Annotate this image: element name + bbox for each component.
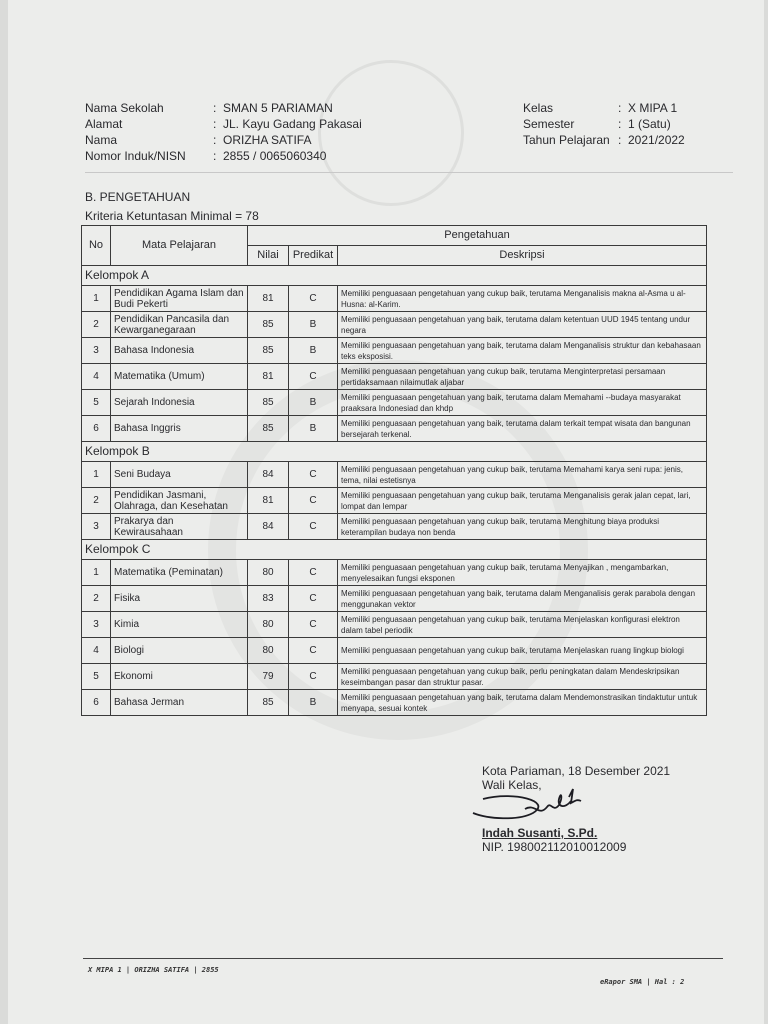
subject-name: Pendidikan Pancasila dan Kewarganegaraan [111,312,248,338]
footer-page: eRapor SMA | Hal : 2 [600,978,685,986]
score-cell: 85 [248,338,289,364]
subject-name: Fisika [111,586,248,612]
signer-role: Wali Kelas, [482,778,542,792]
grade-cell: C [289,612,338,638]
place-date: Kota Pariaman, 18 Desember 2021 [482,764,671,778]
row-number: 1 [82,286,111,312]
score-cell: 85 [248,390,289,416]
header-grade: Predikat [289,246,338,266]
info-row-class: Kelas : X MIPA 1 [523,101,678,115]
subject-name: Matematika (Peminatan) [111,560,248,586]
group-label: Kelompok A [82,266,707,286]
score-cell: 84 [248,514,289,540]
description-cell: Memiliki penguasaan pengetahuan yang baik, terutama dalam Menganalisis struktur dan kebahasaan teks eksposisi. [338,338,707,364]
score-cell: 85 [248,690,289,716]
student-info-left [85,100,362,164]
group-row [82,442,707,462]
info-row-name: Nama : ORIZHA SATIFA [85,133,312,147]
table-row [82,690,707,716]
group-label: Kelompok B [82,442,707,462]
row-number: 5 [82,390,111,416]
table-row [82,586,707,612]
grade-cell: B [289,416,338,442]
description-cell: Memiliki penguasaan pengetahuan yang baik, terutama dalam Menganalisis gerak parabola dengan menggunakan vektor [338,586,707,612]
grade-cell: C [289,286,338,312]
subject-name: Biologi [111,638,248,664]
group-label: Kelompok C [82,540,707,560]
row-number: 2 [82,312,111,338]
score-cell: 81 [248,488,289,514]
subject-name: Ekonomi [111,664,248,690]
table-row [82,416,707,442]
student-info-right [523,100,685,148]
row-number: 4 [82,638,111,664]
table-row [82,286,707,312]
score-cell: 80 [248,612,289,638]
grade-cell: B [289,690,338,716]
row-number: 3 [82,612,111,638]
table-row [82,612,707,638]
group-row [82,266,707,286]
header-divider [85,172,733,173]
table-row [82,312,707,338]
row-number: 6 [82,416,111,442]
subject-name: Prakarya dan Kewirausahaan [111,514,248,540]
subject-name: Kimia [111,612,248,638]
score-cell: 85 [248,416,289,442]
table-row [82,638,707,664]
score-cell: 84 [248,462,289,488]
subject-name: Sejarah Indonesia [111,390,248,416]
signer-name: Indah Susanti, S.Pd. [482,826,598,840]
grade-cell: B [289,312,338,338]
subject-name: Bahasa Indonesia [111,338,248,364]
subject-name: Pendidikan Agama Islam dan Budi Pekerti [111,286,248,312]
grade-cell: C [289,462,338,488]
header-no: No [82,226,111,266]
table-row [82,514,707,540]
table-row [82,488,707,514]
description-cell: Memiliki penguasaan pengetahuan yang cukup baik, terutama Menganalisis gerak jalan cepat, lari, lompat dan lempar [338,488,707,514]
row-number: 2 [82,586,111,612]
score-cell: 79 [248,664,289,690]
table-row [82,664,707,690]
info-row-year: Tahun Pelajaran : 2021/2022 [523,133,685,147]
description-cell: Memiliki penguasaan pengetahuan yang cukup baik, perlu peningkatan dalam Mendeskripsikan keseimbangan pasar dan struktur pasar. [338,664,707,690]
description-cell: Memiliki penguasaan pengetahuan yang cukup baik, terutama Menyajikan , mengambarkan, menyelesaikan fungsi eksponen [338,560,707,586]
description-cell: Memiliki penguasaan pengetahuan yang baik, terutama dalam Memahami --budaya masyarakat praaksara Indonesiad dan khdp [338,390,707,416]
subject-name: Matematika (Umum) [111,364,248,390]
table-row [82,560,707,586]
header-description: Deskripsi [338,246,707,266]
grade-cell: B [289,338,338,364]
score-cell: 81 [248,364,289,390]
info-row-semester: Semester : 1 (Satu) [523,117,671,131]
kkm-label: Kriteria Ketuntasan Minimal = 78 [85,209,259,223]
grade-cell: C [289,488,338,514]
row-number: 2 [82,488,111,514]
row-number: 1 [82,560,111,586]
description-cell: Memiliki penguasaan pengetahuan yang cukup baik, terutama Memahami karya seni rupa: jenis, tema, nilai estetisnya [338,462,707,488]
subject-name: Seni Budaya [111,462,248,488]
table-row [82,390,707,416]
grade-cell: C [289,514,338,540]
score-cell: 80 [248,560,289,586]
grades-body [82,266,707,716]
signer-nip: NIP. 198002112010012009 [482,840,627,854]
subject-name: Bahasa Inggris [111,416,248,442]
score-cell: 85 [248,312,289,338]
subject-name: Pendidikan Jasmani, Olahraga, dan Kesehatan [111,488,248,514]
score-cell: 80 [248,638,289,664]
row-number: 1 [82,462,111,488]
grade-cell: C [289,560,338,586]
table-row [82,338,707,364]
grade-cell: C [289,638,338,664]
row-number: 4 [82,364,111,390]
description-cell: Memiliki penguasaan pengetahuan yang baik, terutama dalam terkait tempat wisata dan bangunan bersejarah terkenal. [338,416,707,442]
grade-cell: B [289,390,338,416]
description-cell: Memiliki penguasaan pengetahuan yang cukup baik, terutama Menghitung biaya produksi keterampilan budaya non benda [338,514,707,540]
description-cell: Memiliki penguasaan pengetahuan yang baik, terutama dalam Mendemonstrasikan tindaktutur untuk menyapa, sesuai kontek [338,690,707,716]
info-row-nisn: Nomor Induk/NISN : 2855 / 0065060340 [85,149,327,163]
report-page [8,0,764,1024]
info-row-school: Nama Sekolah : SMAN 5 PARIAMAN [85,101,333,115]
table-row [82,364,707,390]
header-knowledge: Pengetahuan [248,226,707,246]
score-cell: 83 [248,586,289,612]
header-score: Nilai [248,246,289,266]
description-cell: Memiliki penguasaan pengetahuan yang cukup baik, terutama Menjelaskan konfigurasi elektron dalam tabel periodik [338,612,707,638]
subject-name: Bahasa Jerman [111,690,248,716]
info-row-address: Alamat : JL. Kayu Gadang Pakasai [85,117,362,131]
description-cell: Memiliki penguasaan pengetahuan yang baik, terutama dalam ketentuan UUD 1945 tentang undur negara [338,312,707,338]
score-cell: 81 [248,286,289,312]
section-title: B. PENGETAHUAN [85,190,191,204]
row-number: 5 [82,664,111,690]
group-row [82,540,707,560]
row-number: 3 [82,514,111,540]
grade-cell: C [289,586,338,612]
footer-divider [83,958,723,959]
row-number: 6 [82,690,111,716]
description-cell: Memiliki penguasaan pengetahuan yang cukup baik, terutama Menginterpretasi persamaan pertidaksamaan nilaimutlak aljabar [338,364,707,390]
row-number: 3 [82,338,111,364]
knowledge-grades-table [81,225,707,716]
description-cell: Memiliki penguasaan pengetahuan yang cukup baik, terutama Menjelaskan ruang lingkup biologi [338,638,707,664]
header-subject: Mata Pelajaran [111,226,248,266]
grade-cell: C [289,364,338,390]
footer-student: X MIPA 1 | ORIZHA SATIFA | 2855 [88,966,219,974]
table-row [82,462,707,488]
grade-cell: C [289,664,338,690]
description-cell: Memiliki penguasaan pengetahuan yang cukup baik, terutama Menganalisis makna al-Asma u al-Husna: al-Karim. [338,286,707,312]
handwritten-signature [463,787,613,829]
